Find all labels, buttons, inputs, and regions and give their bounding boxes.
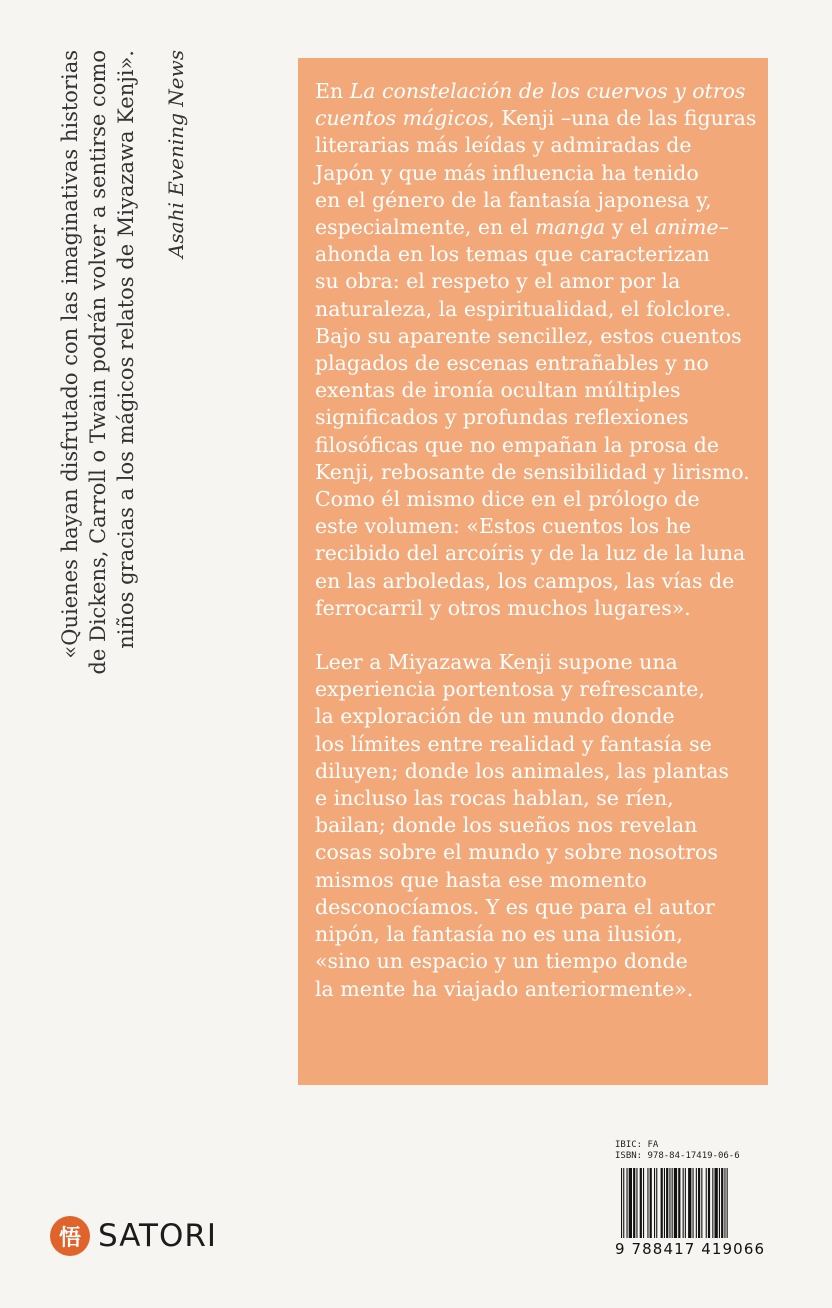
barcode-bar (698, 1168, 700, 1238)
barcode-bar (627, 1168, 628, 1238)
barcode-bar (693, 1168, 694, 1238)
book-codes (615, 1140, 740, 1162)
barcode-bar (654, 1168, 655, 1238)
emphasis: anime (655, 215, 719, 240)
text-line: «sino un espacio y un tiempo donde (315, 949, 688, 974)
text-line: exentas de ironía ocultan múltiples (315, 378, 681, 403)
text-line: cosas sobre el mundo y sobre nosotros (315, 840, 718, 865)
text-line: filosóficas que no empañan la prosa de (315, 432, 720, 457)
quote-line: niños gracias a los mágicos relatos de Miyazawa Kenji». (114, 50, 138, 649)
book-title: cuentos mágicos (315, 106, 489, 131)
barcode-bar (674, 1168, 677, 1238)
text: y el (605, 215, 656, 240)
barcode-bar (708, 1168, 710, 1238)
text-line: ferrocarril y otros muchos lugares». (315, 595, 691, 620)
text-line: este volumen: «Estos cuentos los he (315, 514, 691, 539)
barcode-bar (623, 1168, 624, 1238)
barcode-bar (688, 1168, 691, 1238)
barcode-bar (672, 1168, 673, 1238)
quote-source: Asahi Evening News (164, 50, 188, 259)
barcode-bar (647, 1168, 648, 1238)
barcode-bar (650, 1168, 652, 1238)
text-line: literarias más leídas y admiradas de (315, 133, 692, 158)
publisher-name: SATORI (98, 1218, 218, 1254)
text-line: la exploración de un mundo donde (315, 704, 675, 729)
barcode-area (615, 1140, 775, 1280)
barcode-bar (719, 1168, 720, 1238)
text-line: significados y profundas reflexiones (315, 405, 689, 430)
barcode-bar (685, 1168, 686, 1238)
barcode-bar (636, 1168, 637, 1238)
synopsis-text (315, 78, 760, 1003)
isbn-code: ISBN: 978-84-17419-06-6 (615, 1151, 740, 1161)
barcode-bar (640, 1168, 642, 1238)
barcode-bar (669, 1168, 670, 1238)
text-line: diluyen; donde los animales, las plantas (315, 758, 729, 783)
text-line: bailan; donde los sueños nos revelan (315, 813, 698, 838)
text-line: ahonda en los temas que caracterizan (315, 242, 710, 267)
barcode-bar (724, 1168, 725, 1238)
text-line: en las arboledas, los campos, las vías de (315, 568, 735, 593)
text-line: la mente ha viajado anteriormente». (315, 976, 694, 1001)
text-line: recibido del arcoíris y de la luz de la luna (315, 541, 746, 566)
text-line: Bajo su aparente sencillez, estos cuentos (315, 323, 742, 348)
barcode-bar (664, 1168, 665, 1238)
barcode-bar (696, 1168, 697, 1238)
text-line: Japón y que más influencia ha tenido (315, 160, 699, 185)
text-line: en el género de la fantasía japonesa y, (315, 187, 712, 212)
ibic-code: IBIC: FA (615, 1140, 659, 1150)
text-line: plagados de escenas entrañables y no (315, 351, 709, 376)
text: En (315, 79, 350, 103)
barcode-bar (678, 1168, 680, 1238)
barcode-bar (706, 1168, 707, 1238)
text-line: e incluso las rocas hablan, se ríen, (315, 786, 674, 811)
text-line: Como él mismo dice en el prólogo de (315, 487, 700, 512)
emphasis: manga (534, 215, 606, 240)
quote-line: «Quienes hayan disfrutado con las imaginativas historias (58, 50, 82, 659)
text: , Kenji –una de las figuras (488, 106, 757, 131)
text: especialmente, en el (315, 215, 535, 240)
barcode-bar (721, 1168, 723, 1238)
barcode-bar (643, 1168, 644, 1238)
text-line: nipón, la fantasía no es una ilusión, (315, 922, 683, 947)
barcode-bar (727, 1168, 728, 1238)
barcode-bar (666, 1168, 668, 1238)
barcode-bar (701, 1168, 702, 1238)
text-line: Kenji, rebosante de sensibilidad y lirismo. (315, 459, 750, 484)
text-line: mismos que hasta ese momento (315, 867, 647, 892)
barcode-bar (683, 1168, 684, 1238)
barcode-bar (629, 1168, 632, 1238)
text-line: desconocíamos. Y es que para el autor (315, 894, 715, 919)
publisher-logo (50, 1212, 217, 1260)
barcode-bar (661, 1168, 663, 1238)
text-line: naturaleza, la espiritualidad, el folclore. (315, 296, 732, 321)
barcode-bar (715, 1168, 718, 1238)
barcode-bar (712, 1168, 713, 1238)
barcode-bar (656, 1168, 657, 1238)
barcode-bar (633, 1168, 635, 1238)
synopsis-paragraph-2 (315, 649, 760, 1003)
text-line: los límites entre realidad y fantasía se (315, 731, 712, 756)
synopsis-paragraph-1 (315, 78, 760, 622)
book-title: La constelación de los cuervos y otros (349, 79, 746, 103)
text: – (718, 215, 729, 240)
text-line: experiencia portentosa y refrescante, (315, 677, 705, 702)
review-quote (60, 50, 196, 1090)
text-line: Leer a Miyazawa Kenji supone una (315, 650, 678, 675)
barcode-bar (621, 1168, 622, 1238)
synopsis-box (298, 58, 768, 1085)
quote-line: de Dickens, Carroll o Twain podrán volver a sentirse como (86, 50, 110, 675)
barcode (621, 1168, 771, 1242)
satori-logo-icon: 悟 (50, 1216, 90, 1256)
barcode-number: 9 788417 419066 (615, 1240, 766, 1258)
text-line: su obra: el respeto y el amor por la (315, 269, 681, 294)
